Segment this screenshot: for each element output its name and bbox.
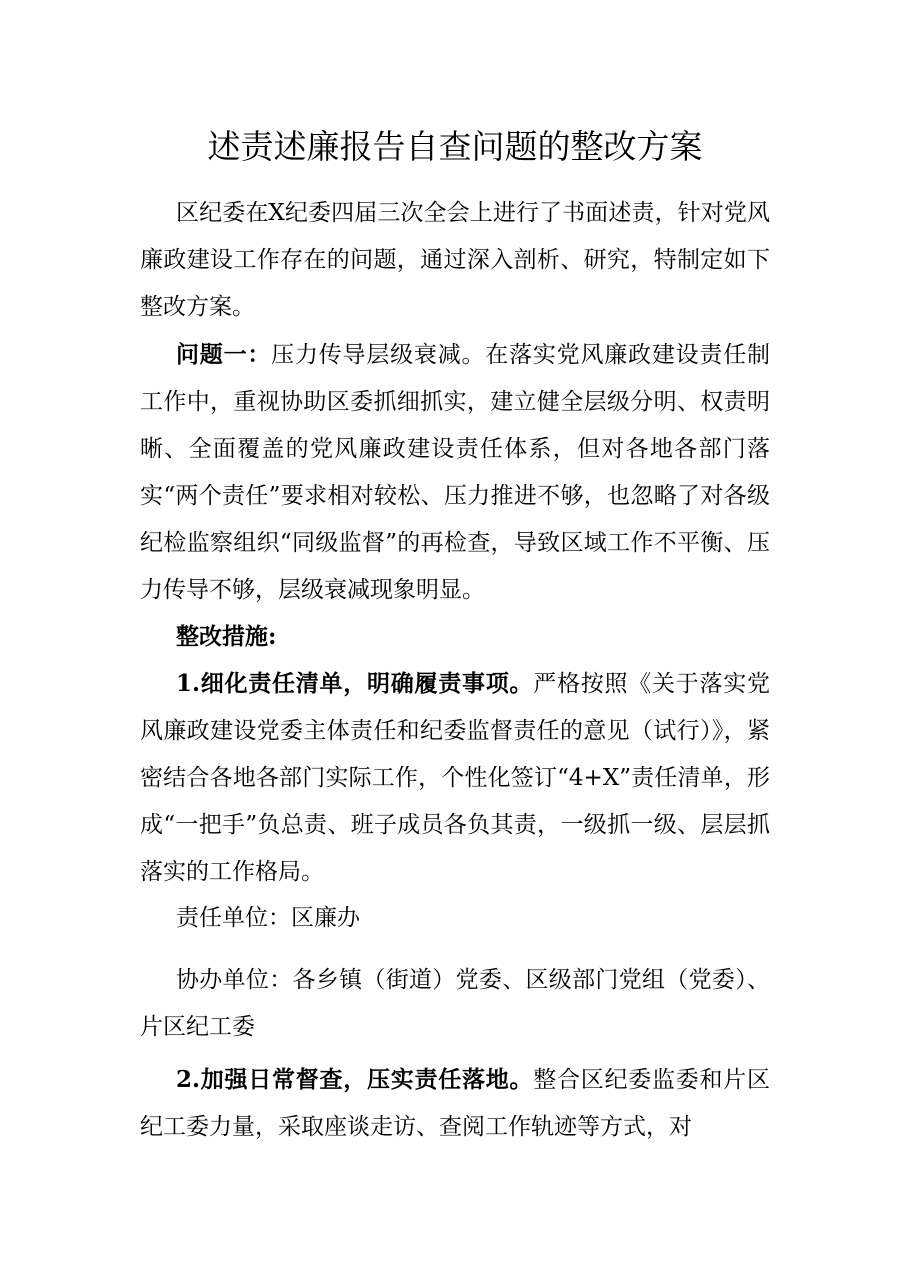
problem-one-text: 压力传导层级衰减。在落实党风廉政建设责任制工作中，重视协助区委抓细抓实，建立健全层级分明、权责明晰、全面覆盖的党风廉政建设责任体系，但对各地各部门落实“两个责任”要求相对较松、压力推进不够，也忽略了对各级纪检监察组织“同级监督”的再检查，导致区域工作不平衡、压力传导不够，层级衰减现象明显。: [140, 342, 771, 603]
document-title: 述责述廉报告自查问题的整改方案: [207, 127, 703, 166]
measure-two-heading: 2.加强日常督查，压实责任落地。: [176, 1066, 534, 1093]
problem-one-paragraph: [140, 331, 770, 614]
assisting-unit: 协办单位：各乡镇（街道）党委、区级部门党组（党委）、片区纪工委: [140, 967, 770, 1040]
measure-two-paragraph: [140, 1056, 770, 1151]
measure-two-text: 整合区纪委监委和片区纪工委力量，采取座谈走访、查阅工作轨迹等方式，对: [140, 1067, 771, 1140]
measure-one-heading: 1.细化责任清单，明确履责事项。: [176, 670, 534, 697]
measure-one-paragraph: [140, 660, 770, 896]
intro-paragraph: 区纪委在X纪委四届三次全会上进行了书面述责，针对党风廉政建设工作存在的问题，通过深入剖析、研究，特制定如下整改方案。: [140, 200, 770, 320]
problem-one-heading: 问题一：: [176, 341, 272, 368]
responsible-unit: 责任单位：区廉办: [176, 905, 360, 931]
measures-heading: 整改措施:: [176, 623, 277, 650]
measure-one-text: 严格按照《关于落实党风廉政建设党委主体责任和纪委监督责任的意见（试行）》，紧密结合各地各部门实际工作，个性化签订“4+X”责任清单，形成“一把手”负总责、班子成员各负其责，一级抓一级、层层抓落实的工作格局。: [140, 671, 771, 885]
